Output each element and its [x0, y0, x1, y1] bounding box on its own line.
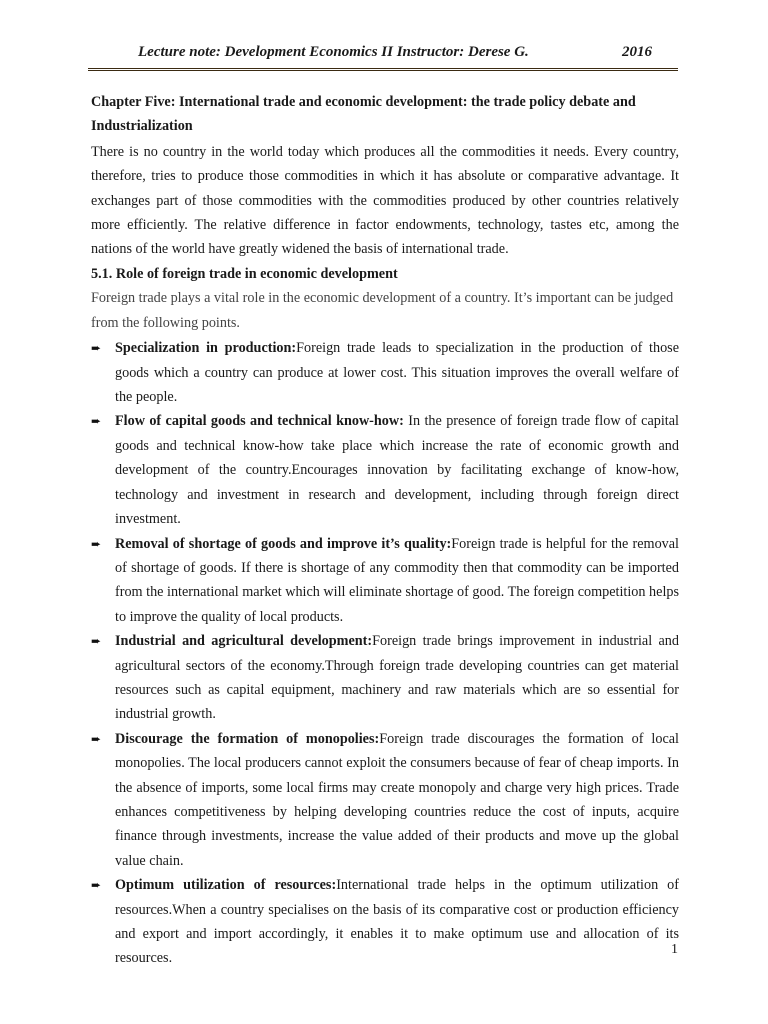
- bullet-text: Foreign trade brings improvement in industrial and agricultural sectors of the economy.Through foreign trade developing countries can get material resources such as capital equipment, machinery and raw materials which are so essential for industrial growth.: [115, 633, 679, 723]
- page-header: [88, 40, 678, 71]
- bullet-term: Removal of shortage of goods and improve it’s quality:: [115, 535, 452, 552]
- section-lead: Foreign trade plays a vital role in the economic development of a country. It’s important can be judged from the following points.: [91, 290, 674, 332]
- list-item: [91, 727, 679, 873]
- arrow-bullet-icon: ➨: [91, 341, 102, 356]
- arrow-bullet-icon: ➨: [91, 414, 102, 429]
- bullet-term: Specialization in production:: [115, 340, 297, 357]
- bullet-term: Optimum utilization of resources:: [115, 877, 337, 894]
- page-number: 1: [671, 942, 678, 957]
- list-item: [91, 336, 679, 409]
- arrow-bullet-icon: ➨: [91, 878, 102, 893]
- bullet-term: Discourage the formation of monopolies:: [115, 730, 380, 747]
- bullet-text: Foreign trade leads to specialization in the production of those goods which a country can produce at lower cost. This situation improves the overall welfare of the people.: [115, 340, 679, 406]
- arrow-bullet-icon: ➨: [91, 731, 102, 746]
- bullet-list: [91, 336, 679, 971]
- chapter-title: Chapter Five: International trade and economic development: the trade policy debate and Industrialization: [91, 94, 636, 135]
- header-year: 2016: [622, 44, 652, 60]
- page-content: [91, 90, 679, 971]
- list-item: [91, 409, 679, 531]
- bullet-term: Flow of capital goods and technical know-how:: [115, 413, 404, 430]
- arrow-bullet-icon: ➨: [91, 536, 102, 551]
- bullet-text: International trade helps in the optimum utilization of resources.When a country specialises on the basis of its comparative cost or production efficiency and export and import accordingly, it enables it to make optimum use and allocation of its resources.: [115, 877, 679, 967]
- list-item: [91, 532, 679, 630]
- bullet-term: Industrial and agricultural development:: [115, 633, 373, 650]
- section-heading: 5.1. Role of foreign trade in economic development: [91, 265, 398, 282]
- arrow-bullet-icon: ➨: [91, 634, 102, 649]
- bullet-text: In the presence of foreign trade flow of capital goods and technical know-how take place which increase the rate of economic growth and development of the country.Encourages innovation by facilitating exchange of know-how, technology and investment in research and development, including through foreign direct investment.: [115, 413, 679, 528]
- bullet-text: Foreign trade is helpful for the removal of shortage of goods. If there is shortage of any commodity then that commodity can be imported from the international market which will eliminate shortage of good. The foreign competition helps to improve the quality of local products.: [115, 535, 679, 625]
- intro-paragraph: There is no country in the world today which produces all the commodities it needs. Every country, therefore, tries to produce those commodities in which it has absolute or comparative advantage. It exchanges part of those commodities with the commodities produced by other countries relatively more efficiently. The relative difference in factor endowments, technology, tastes etc, among the nations of the world have greatly widened the basis of international trade.: [91, 143, 679, 258]
- bullet-text: Foreign trade discourages the formation of local monopolies. The local producers cannot exploit the consumers because of fear of cheap imports. In the absence of imports, some local firms may create monopoly and charge very high prices. Trade enhances competitiveness by helping developing countries reduce the cost of inputs, acquire finance through investments, increase the value added of their products and move up the global value chain.: [115, 730, 679, 869]
- list-item: [91, 873, 679, 971]
- list-item: [91, 629, 679, 727]
- header-title: Lecture note: Development Economics II Instructor: Derese G.: [138, 44, 529, 60]
